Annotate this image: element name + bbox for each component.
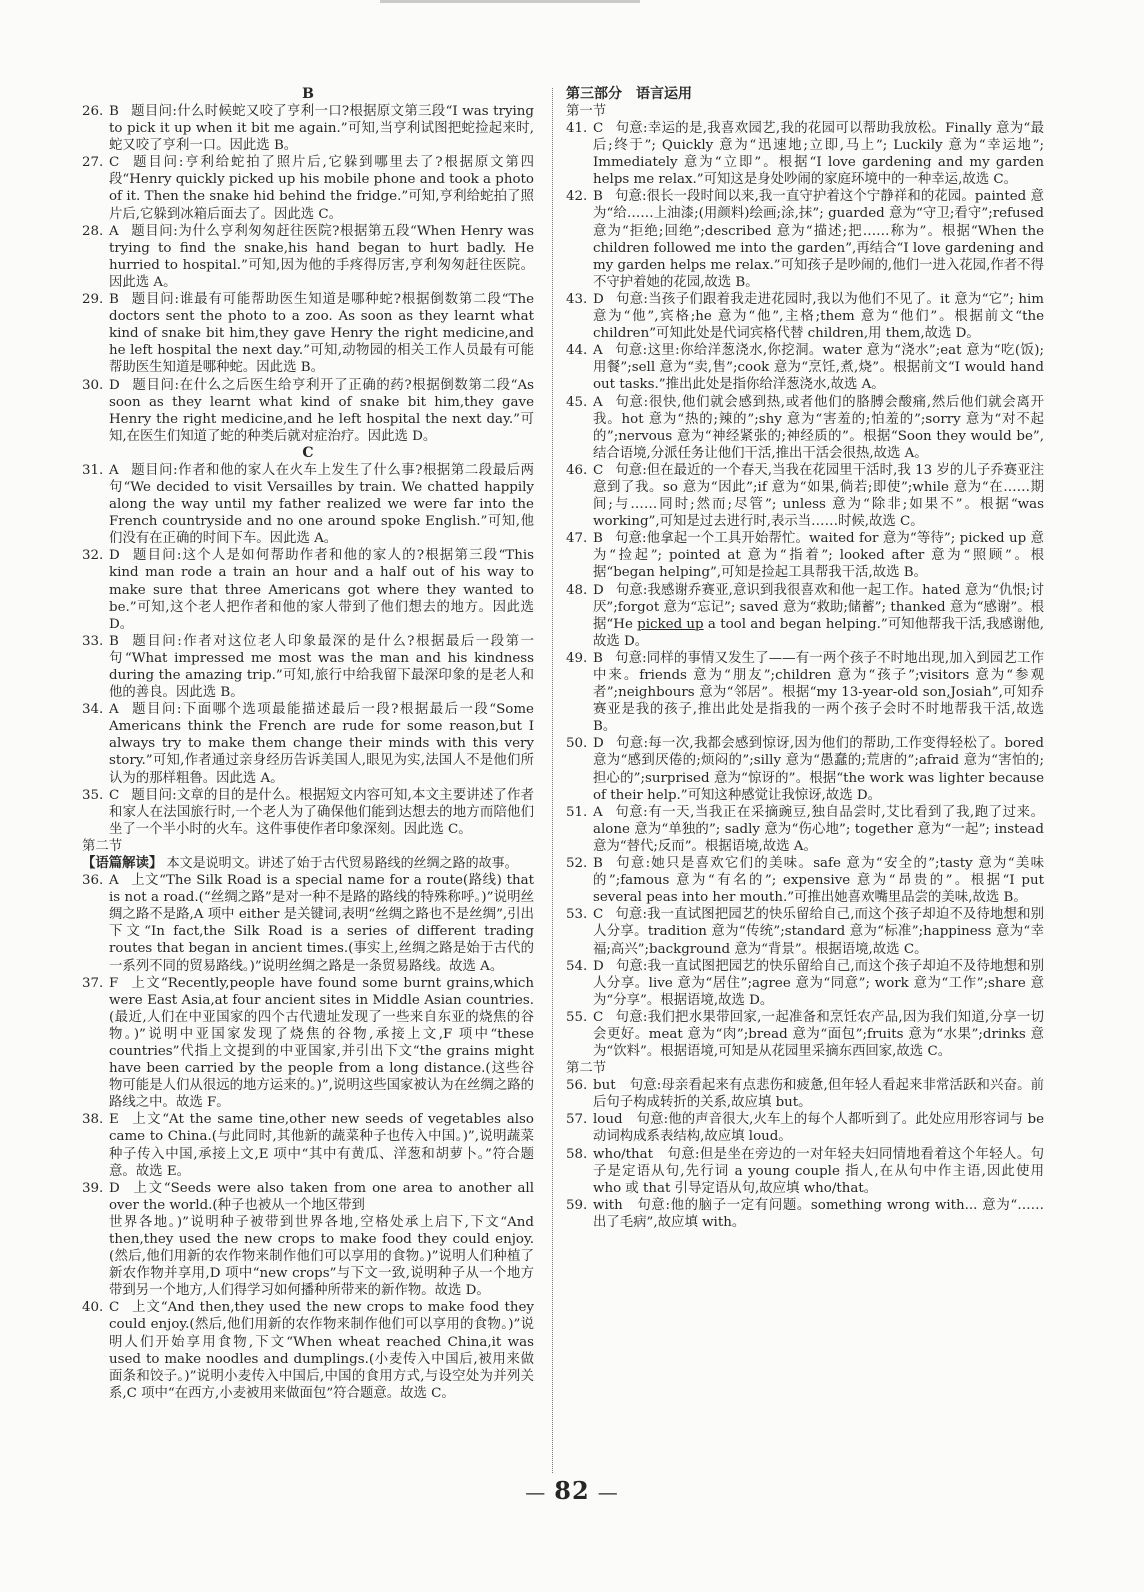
item-number: 53. bbox=[566, 907, 588, 923]
item-answer: A bbox=[593, 804, 603, 820]
item-answer: C bbox=[109, 155, 120, 171]
answer-item-57 bbox=[566, 1111, 1044, 1145]
item-number: 58. bbox=[566, 1146, 588, 1162]
answer-item-26 bbox=[82, 103, 534, 154]
item-explanation: 题目问:下面哪个选项最能描述最后一段?根据最后一段“Some Americans think the French are rude for some reason,but I always try to make them change their minds with this very story.”可知,作者通过亲身经历告诉美国人,眼见为实,法国人不是他们所认为的那样粗鲁。因此选 A。 bbox=[109, 702, 534, 786]
item-number: 52. bbox=[566, 856, 588, 872]
item-number: 30. bbox=[82, 377, 104, 393]
item-explanation: 句意:这里:你给洋葱浇水,你挖洞。water 意为“浇水”;eat 意为“吃(饭);用餐”;sell 意为“卖,售”;cook 意为“烹饪,煮,烧”。根据前文“I would hand out tasks.”推出此处是指你给洋葱浇水,故选 A。 bbox=[593, 343, 1044, 393]
item-answer: D bbox=[593, 736, 604, 752]
item-number: 26. bbox=[82, 104, 104, 119]
answer-item-49 bbox=[566, 650, 1044, 735]
answer-item-50 bbox=[566, 735, 1044, 803]
answer-item-44 bbox=[566, 342, 1044, 393]
item-answer: A bbox=[109, 462, 119, 478]
item-number: 45. bbox=[566, 394, 588, 410]
item-explanation: 题目问:什么时候蛇又咬了亨利一口?根据原文第三段“I was trying to pick it up when it bit me again.”可知,当亨利试图把蛇捡起来时,蛇又咬了亨利一口。因此选 B。 bbox=[109, 104, 534, 154]
item-explanation: 句意:她只是喜欢它们的美味。safe 意为“安全的”;tasty 意为“美味的”;famous 意为“有名的”; expensive 意为“昂贵的”。根据“I put several peas into her mouth.”可推出她喜欢嘴里品尝的美味,故选 B。 bbox=[593, 856, 1044, 906]
answer-item-27 bbox=[82, 154, 534, 222]
item-explanation: 题目问:作者对这位老人印象最深的是什么?根据最后一段第一句“What impressed me most was the man and his kindness during the amazing trip.”可知,旅行中给我留下最深印象的是老人和他的善良。因此选 B。 bbox=[109, 633, 534, 701]
answer-item-29 bbox=[82, 291, 534, 376]
answer-item-58 bbox=[566, 1146, 1044, 1197]
answer-item-43 bbox=[566, 291, 1044, 342]
item-explanation: 句意:幸运的是,我喜欢园艺,我的花园可以帮助我放松。Finally 意为“最后;终于”; Quickly 意为“迅速地;立即,马上”; Luckily 意为“幸运地”; Immediately 意为“立即”。根据“I love gardening and my garden helps me relax.”可知这是身处吵闹的家庭环境中的一种幸运,故选 C。 bbox=[593, 121, 1044, 188]
item-number: 36. bbox=[82, 873, 104, 889]
answer-item-41 bbox=[566, 120, 1044, 188]
item-answer: B bbox=[593, 650, 603, 666]
answer-item-45 bbox=[566, 394, 1044, 462]
item-number: 56. bbox=[566, 1078, 588, 1094]
item-number: 38. bbox=[82, 1112, 104, 1128]
item-number: 40. bbox=[82, 1300, 104, 1316]
answer-item-53 bbox=[566, 906, 1044, 957]
item-answer: loud bbox=[593, 1112, 623, 1128]
answer-item-59 bbox=[566, 1197, 1044, 1231]
answer-item-38 bbox=[82, 1111, 534, 1179]
item-answer: with bbox=[593, 1197, 623, 1213]
item-answer: C bbox=[593, 907, 604, 923]
section-heading-part2: 第二节 bbox=[82, 838, 123, 854]
answer-item-46 bbox=[566, 462, 1044, 530]
item-number: 28. bbox=[82, 223, 104, 239]
section-heading-part2: 第二节 bbox=[566, 1061, 607, 1077]
item-explanation: 上文“The Silk Road is a special name for a route(路线) that is not a road.(“丝绸之路”是对一种不是路的路线的特殊称呼。)”说明丝绸之路不是路,A 项中 either 是关键词,表明“丝绸之路也不是丝绸”,引出下文“In fact,the Silk Road is a series of different trading routes that began in ancient times.(事实上,丝绸之路是始于古代的一系列不同的贸易路线。)”说明丝绸之路是一条贸易路线。故选 A。 bbox=[109, 873, 534, 974]
item-explanation-part2: 世界各地。)”说明种子被带到世界各地,空格处承上启下,下文“And then,they used the new crops to make food they could enjoy.(然后,他们用新的农作物来制作他们可以享用的食物。)”说明人们种植了新农作物并享用,D 项中“new crops”与下文一致,说明种子从一个地方带到另一个地方,人们得学习如何播种所带来的新作物。故选 D。 bbox=[109, 1214, 534, 1299]
left-column bbox=[82, 86, 534, 1402]
item-explanation: 句意:他拿起一个工具开始帮忙。waited for 意为“等待”; picked up 意为“捡起”; pointed at 意为“指着”; looked after 意为“照顾”。根据“began helping”,可知是捡起工具帮我干活,故选 B。 bbox=[593, 531, 1044, 581]
item-answer: D bbox=[593, 958, 604, 974]
item-number: 41. bbox=[566, 121, 588, 136]
answer-item-39 bbox=[82, 1180, 534, 1300]
item-number: 46. bbox=[566, 462, 588, 478]
item-answer: C bbox=[593, 1009, 604, 1025]
item-answer: C bbox=[593, 462, 604, 478]
item-answer: D bbox=[109, 377, 120, 393]
section-heading-c: C bbox=[302, 444, 314, 461]
item-number: 49. bbox=[566, 650, 588, 666]
item-number: 48. bbox=[566, 582, 588, 598]
item-answer: C bbox=[109, 787, 120, 803]
answer-item-52 bbox=[566, 855, 1044, 906]
passage-summary bbox=[82, 855, 534, 872]
item-number: 32. bbox=[82, 548, 104, 564]
item-answer: A bbox=[593, 343, 603, 359]
answer-item-28 bbox=[82, 223, 534, 291]
item-number: 31. bbox=[82, 462, 104, 478]
item-answer: B bbox=[109, 104, 119, 119]
passage-summary-label: 【语篇解读】 bbox=[82, 854, 163, 871]
item-explanation-part2: a tool and began helping.”可知他帮我干活,我感谢他,故选 D。 bbox=[593, 616, 1044, 649]
answer-item-32 bbox=[82, 547, 534, 632]
item-explanation: 题目问:为什么亨利匆匆赶往医院?根据第五段“When Henry was trying to find the snake,his hand began to hurt badly. He hurried to hospital.”可知,因为他的手疼得厉害,亨利匆匆赶往医院。因此选 A。 bbox=[109, 223, 534, 290]
item-answer: A bbox=[109, 873, 119, 889]
item-answer: B bbox=[109, 292, 119, 308]
answer-item-54 bbox=[566, 958, 1044, 1009]
item-explanation: 题目问:亨利给蛇拍了照片后,它躲到哪里去了?根据原文第四段“Henry quickly picked up his mobile phone and took a photo of it. Then the snake hid behind the fridge.”可知,亨利给蛇拍了照片后,它躲到冰箱后面去了。因此选 C。 bbox=[109, 155, 534, 222]
item-explanation: 上文“Recently,people have found some burnt grains,which were East Asia,at four ancient sites in Middle Asian countries.(最近,人们在中亚国家的四个古代遗址发现了一些来自东亚的烧焦的谷物。)”说明中亚国家发现了烧焦的谷物,承接上文,F 项中“these countries”代指上文提到的中亚国家,并引出下文“the grains might have been carried by the people from a long distance.(这些谷物可能是人们从很远的地方运来的。)”,说明这些国家被认为在丝绸之路的路线之中。故选 F。 bbox=[109, 975, 534, 1111]
page-number-value: 82 bbox=[554, 1476, 590, 1505]
item-number: 37. bbox=[82, 975, 104, 991]
item-answer: D bbox=[593, 582, 604, 598]
item-number: 54. bbox=[566, 958, 588, 974]
item-explanation: 句意:每一次,我都会感到惊讶,因为他们的帮助,工作变得轻松了。bored 意为“感到厌倦的;烦闷的”;silly 意为“愚蠢的;荒唐的”;afraid 意为“害怕的;担心的”;surprised 意为“惊讶的”。根据“the work was lighter because of their help.”可知这种感觉让我惊讶,故选 D。 bbox=[593, 736, 1044, 803]
item-explanation: 句意:我们把水果带回家,一起准备和烹饪农产品,因为我们知道,分享一切会更好。meat 意为“肉”;bread 意为“面包”;fruits 意为“水果”;drinks 意为“饮料”。根据语境,可知是从花园里采摘东西回家,故选 C。 bbox=[593, 1009, 1044, 1060]
item-number: 43. bbox=[566, 291, 588, 307]
answer-item-31 bbox=[82, 462, 534, 547]
item-explanation: 题目问:这个人是如何帮助作者和他的家人的?根据第三段“This kind man rode a train an hour and a half out of his way to make sure that three Americans got where they wanted to be.”可知,这个老人把作者和他的家人带到了他们想去的地方。因此选 D。 bbox=[109, 548, 534, 632]
item-answer: D bbox=[593, 291, 604, 307]
item-explanation: 句意:我一直试图把园艺的快乐留给自己,而这个孩子却迫不及待地想和别人分享。tradition 意为“传统”;standard 意为“标准”;happiness 意为“幸福;高兴”;background 意为“背景”。根据语境,故选 C。 bbox=[593, 907, 1044, 957]
item-number: 39. bbox=[82, 1180, 104, 1196]
right-column bbox=[566, 86, 1044, 1231]
item-explanation: 句意:很快,他们就会感到热,或者他们的胳膊会酸痛,然后他们就会离开我。hot 意为“热的;辣的”;shy 意为“害羞的;怕羞的”;sorry 意为“对不起的”;nervous 意为“神经紧张的;神经质的”。根据“Soon they would be”,结合语境,分派任务让他们干活,推出干活会很热,故选 A。 bbox=[593, 394, 1044, 461]
item-answer: E bbox=[109, 1112, 119, 1128]
item-explanation: 句意:当孩子们跟着我走进花园时,我以为他们不见了。it 意为“它”; him 意为“他”,宾格;he 意为“他”,主格;them 意为“他们”。根据前文“the children”可知此处是代词宾格代替 children,用 them,故选 D。 bbox=[593, 291, 1044, 342]
passage-summary-text: 本文是说明文。讲述了始于古代贸易路线的丝绸之路的故事。 bbox=[166, 855, 518, 871]
item-answer: but bbox=[593, 1078, 616, 1094]
section-heading-b: B bbox=[302, 86, 314, 102]
item-explanation: 题目问:谁最有可能帮助医生知道是哪种蛇?根据倒数第二段“The doctors sent the photo to a zoo. As soon as they learnt what kind of snake bit him,they gave Henry the right medicine,and he left hospital the next day.”可知,动物园的相关工作人员最有可能帮助医生知道是哪种蛇。因此选 B。 bbox=[109, 292, 534, 376]
answer-item-37 bbox=[82, 975, 534, 1112]
answer-item-34 bbox=[82, 701, 534, 786]
item-answer: who/that bbox=[593, 1146, 654, 1162]
item-number: 33. bbox=[82, 633, 104, 649]
item-explanation: 句意:但在最近的一个春天,当我在花园里干活时,我 13 岁的儿子乔赛亚注意到了我。so 意为“因此”;if 意为“如果,倘若;即使”;while 意为“在……期间;与……同时;然而;尽管”; unless 意为“除非;如果不”。根据“was working”,可知是过去进行时,表示当……时候,故选 C。 bbox=[593, 462, 1044, 530]
page-number-dash-left: — bbox=[525, 1480, 547, 1504]
item-number: 29. bbox=[82, 292, 104, 308]
item-answer: B bbox=[593, 856, 603, 872]
item-number: 51. bbox=[566, 804, 588, 820]
item-answer: A bbox=[593, 394, 603, 410]
item-number: 55. bbox=[566, 1009, 588, 1025]
answer-item-42 bbox=[566, 188, 1044, 291]
item-answer: B bbox=[593, 531, 603, 547]
item-answer: F bbox=[109, 975, 119, 991]
column-divider bbox=[552, 88, 553, 1473]
item-explanation: 句意:有一天,当我正在采摘豌豆,独自品尝时,艾比看到了我,跑了过来。alone 意为“单独的”; sadly 意为“伤心地”; together 意为“一起”; instead 意为“替代;反而”。根据语境,故选 A。 bbox=[593, 804, 1044, 854]
item-number: 59. bbox=[566, 1197, 588, 1213]
answer-item-56 bbox=[566, 1077, 1044, 1111]
answer-item-30 bbox=[82, 377, 534, 445]
item-number: 50. bbox=[566, 736, 588, 752]
item-number: 27. bbox=[82, 155, 104, 171]
answer-item-47 bbox=[566, 530, 1044, 581]
answer-item-55 bbox=[566, 1009, 1044, 1060]
page-number bbox=[0, 1476, 1144, 1505]
item-explanation: 上文“And then,they used the new crops to make food they could enjoy.(然后,他们用新的农作物来制作他们可以享用的食物。)”说明人们开始享用食物,下文“When wheat reached China,it was used to make noodles and dumplings.(小麦传入中国后,被用来做面条和饺子。)”说明小麦传入中国后,中国的食用方式,与设空处为并列关系,C 项中“在西方,小麦被用来做面包”符合题意。故选 C。 bbox=[109, 1300, 534, 1401]
item-explanation-part1: 上文“Seeds were also taken from one area to another all over the world.(种子也被从一个地区带到 bbox=[109, 1180, 534, 1213]
part-title: 第三部分 语言运用 bbox=[566, 86, 692, 102]
answer-item-35 bbox=[82, 787, 534, 838]
item-number: 47. bbox=[566, 531, 588, 547]
item-explanation: 句意:我一直试图把园艺的快乐留给自己,而这个孩子却迫不及待地想和别人分享。live 意为“居住”;agree 意为“同意”; work 意为“工作”;share 意为“分享”。根据语境,故选 D。 bbox=[593, 958, 1044, 1008]
item-explanation: 题目问:在什么之后医生给亨利开了正确的药?根据倒数第二段“As soon as they learnt what kind of snake bit him,they gave Henry the right medicine,and he left hospital the next day.”可知,在医生们知道了蛇的种类后就对症治疗。因此选 D。 bbox=[109, 377, 534, 444]
item-answer: C bbox=[109, 1300, 120, 1316]
item-explanation: 句意:母亲看起来有点悲伤和疲惫,但年轻人看起来非常活跃和兴奋。前后句子构成转折的关系,故应填 but。 bbox=[593, 1078, 1044, 1111]
item-answer: B bbox=[109, 633, 119, 649]
item-number: 35. bbox=[82, 787, 104, 803]
answer-item-33 bbox=[82, 633, 534, 701]
item-answer: B bbox=[593, 189, 603, 205]
item-explanation: 题目问:文章的目的是什么。根据短文内容可知,本文主要讲述了作者和家人在法国旅行时,一个老人为了确保他们能到达想去的地方而陪他们坐了一个半小时的火车。这件事使作者印象深刻。因此选 C。 bbox=[109, 787, 534, 837]
item-explanation: 句意:但是坐在旁边的一对年轻夫妇同情地看着这个年轻人。句子是定语从句,先行词 a young couple 指人,在从句中作主语,因此使用 who 或 that 引导定语从句,故应填 who/that。 bbox=[593, 1146, 1044, 1196]
item-explanation: 句意:很长一段时间以来,我一直守护着这个宁静祥和的花园。painted 意为“给……上油漆;(用颜料)绘画;涂,抹”; guarded 意为“守卫;看守”;refused 意为“拒绝;回绝”;described 意为“描述;把……称为”。根据“When the children followed me into the garden”,再结合“I love gardening and my garden helps me relax.”可知孩子是吵闹的,他们一进入花园,作者不得不守护着她的花园,故选 B。 bbox=[593, 189, 1044, 290]
item-answer: C bbox=[593, 121, 604, 136]
item-explanation: 句意:他的声音很大,火车上的每个人都听到了。此处应用形容词与 be 动词构成系表结构,故应填 loud。 bbox=[593, 1112, 1044, 1145]
answer-item-51 bbox=[566, 804, 1044, 855]
underlined-phrase: picked up bbox=[637, 616, 704, 632]
item-explanation-part1: 句意:我感谢乔赛亚,意识到我很喜欢和他一起工作。hated 意为“仇恨;讨厌”;forgot 意为“忘记”; saved 意为“救助;储蓄”; thanked 意为“感谢”。根据“He bbox=[593, 582, 1044, 632]
item-answer: A bbox=[109, 702, 119, 718]
item-number: 44. bbox=[566, 343, 588, 359]
answer-item-40 bbox=[82, 1299, 534, 1402]
item-answer: D bbox=[109, 548, 120, 564]
item-explanation: 题目问:作者和他的家人在火车上发生了什么事?根据第二段最后两句“We decided to visit Versailles by train. We chatted happily along the way until my father realized we were far into the French countryside and no one around spoke English.”可知,他们没有在正确的时间下车。因此选 A。 bbox=[109, 462, 534, 547]
page-number-dash-right: — bbox=[597, 1480, 619, 1504]
item-explanation: 句意:同样的事情又发生了——有一两个孩子不时地出现,加入到园艺工作中来。friends 意为“朋友”;children 意为“孩子”;visitors 意为“参观者”;neighbours 意为“邻居”。根据“my 13-year-old son,Josiah”,可知乔赛亚是我的孩子,推出此处是指我的一两个孩子会时不时地帮我干活,故选 B。 bbox=[593, 650, 1044, 735]
section-heading-part1: 第一节 bbox=[566, 104, 607, 119]
item-answer: A bbox=[109, 223, 119, 239]
item-number: 34. bbox=[82, 702, 104, 718]
item-answer: D bbox=[109, 1180, 120, 1196]
answer-item-48 bbox=[566, 582, 1044, 650]
item-number: 42. bbox=[566, 189, 588, 205]
item-explanation: 句意:他的脑子一定有问题。something wrong with... 意为“……出了毛病”,故应填 with。 bbox=[593, 1197, 1044, 1230]
answer-item-36 bbox=[82, 872, 534, 975]
item-explanation: 上文“At the same tine,other new seeds of vegetables also came to China.(与此同时,其他新的蔬菜种子也传入中国。)”,说明蔬菜种子传入中国,承接上文,E 项中“其中有黄瓜、洋葱和胡萝卜。”符合题意。故选 E。 bbox=[109, 1112, 534, 1179]
item-number: 57. bbox=[566, 1112, 588, 1128]
scan-edge-mark bbox=[380, 0, 640, 3]
